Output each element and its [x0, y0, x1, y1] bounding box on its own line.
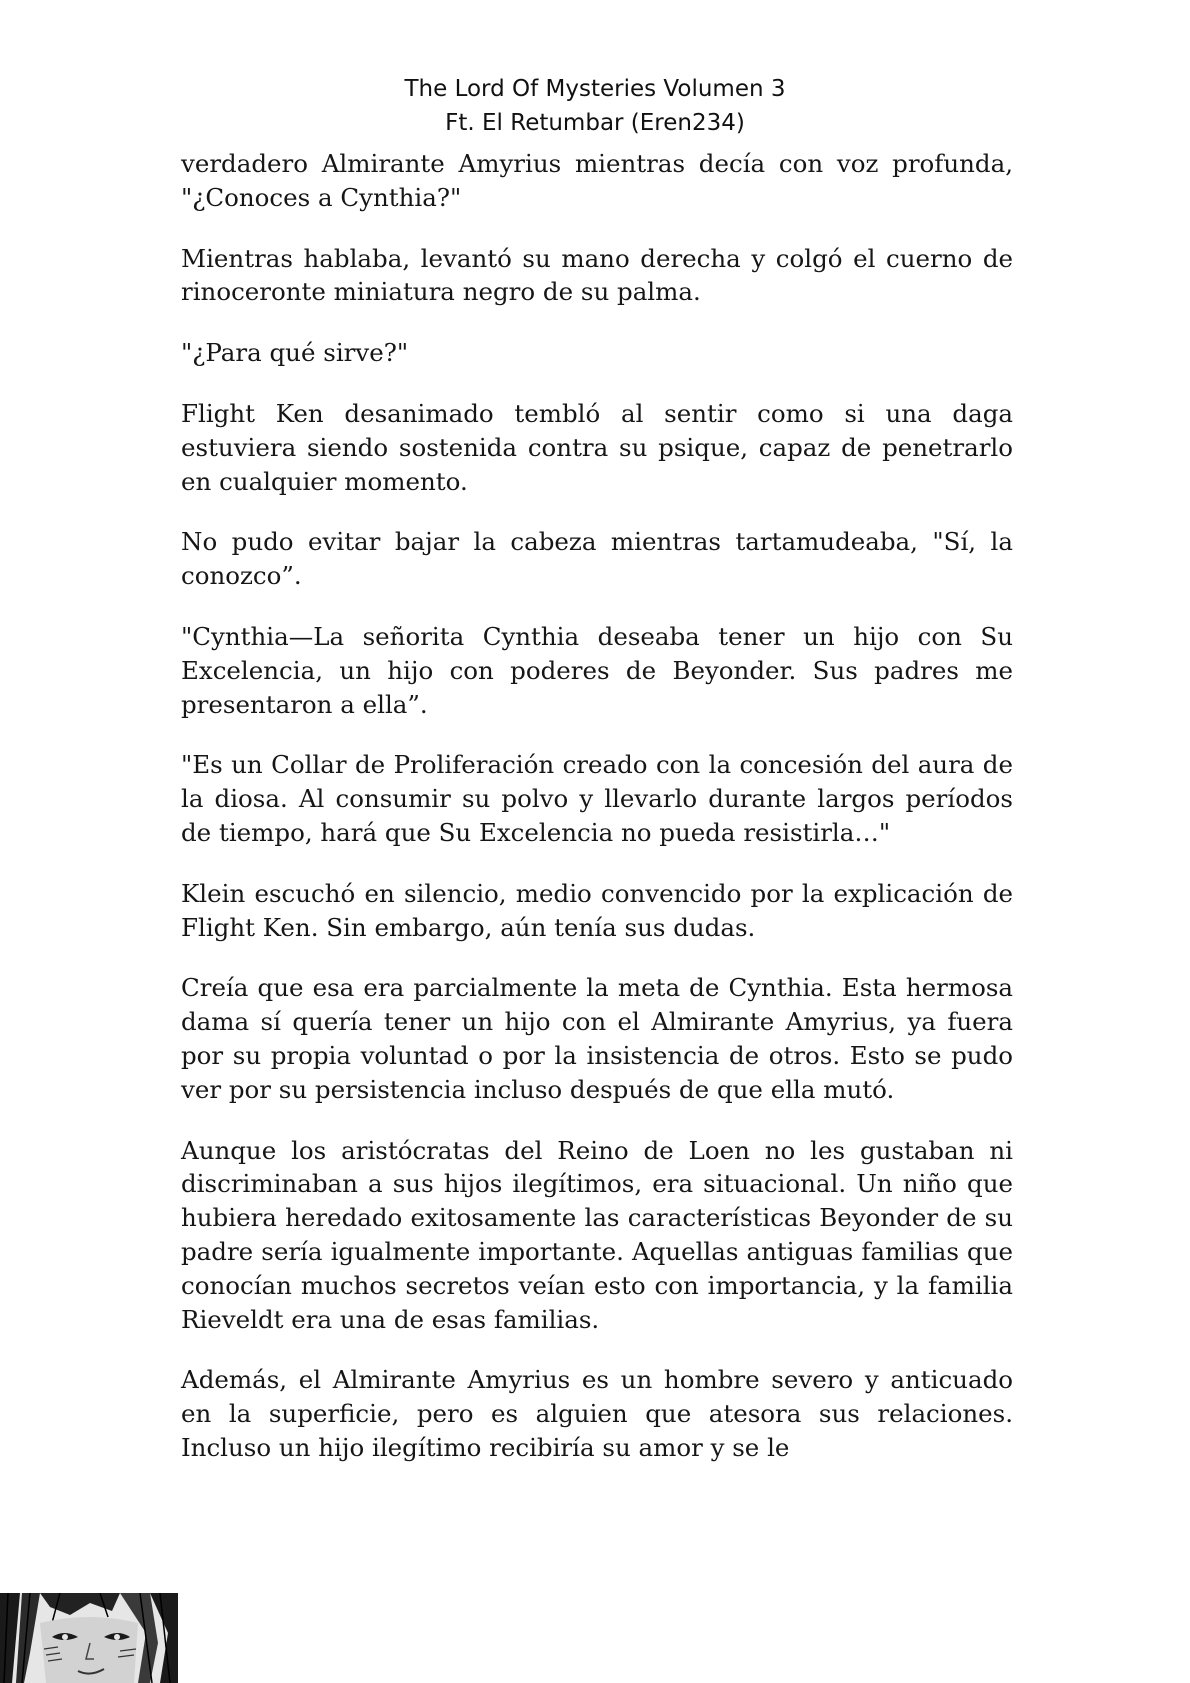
manga-portrait-icon — [0, 1593, 178, 1683]
document-title: The Lord Of Mysteries Volumen 3 — [404, 76, 786, 102]
corner-portrait-image — [0, 1593, 178, 1683]
paragraph: "Cynthia—La señorita Cynthia deseaba tener un hijo con Su Excelencia, un hijo con poderes de Beyonder. Sus padres me presentaron a ella”. — [181, 621, 1013, 719]
paragraph: Klein escuchó en silencio, medio convencido por la explicación de Flight Ken. Sin embargo, aún tenía sus dudas. — [181, 878, 1013, 942]
paragraph: Mientras hablaba, levantó su mano derecha y colgó el cuerno de rinoceronte miniatura negro de su palma. — [181, 243, 1013, 307]
paragraph: Aunque los aristócratas del Reino de Loen no les gustaban ni discriminaban a sus hijos ilegítimos, era situacional. Un niño que hubiera heredado exitosamente las características Beyonder de su padre sería igualmente importante. Aquellas antiguas familias que conocían muchos secretos veían esto con importancia, y la familia Rieveldt era una de esas familias. — [181, 1135, 1013, 1334]
document-subtitle: Ft. El Retumbar (Eren234) — [445, 110, 745, 136]
paragraph: verdadero Almirante Amyrius mientras decía con voz profunda, "¿Conoces a Cynthia?" — [181, 149, 1013, 212]
paragraph: "¿Para qué sirve?" — [181, 338, 409, 368]
body-text — [181, 147, 1013, 1492]
paragraph: No pudo evitar bajar la cabeza mientras tartamudeaba, "Sí, la conozco”. — [181, 527, 1013, 591]
paragraph: Creía que esa era parcialmente la meta de Cynthia. Esta hermosa dama sí quería tener un hijo con el Almirante Amyrius, ya fuera por su propia voluntad o por la insistencia de otros. Esto se pudo ver por su persistencia incluso después de que ella mutó. — [181, 973, 1013, 1104]
paragraph: "Es un Collar de Proliferación creado con la concesión del aura de la diosa. Al consumir su polvo y llevarlo durante largos períodos de tiempo, hará que Su Excelencia no pueda resistirla…" — [181, 750, 1013, 847]
paragraph: Flight Ken desanimado tembló al sentir como si una daga estuviera siendo sostenida contra su psique, capaz de penetrarlo en cualquier momento. — [181, 398, 1013, 496]
page-header — [0, 72, 1190, 140]
paragraph: Además, el Almirante Amyrius es un hombre severo y anticuado en la superficie, pero es alguien que atesora sus relaciones. Incluso un hijo ilegítimo recibiría su amor y se le — [181, 1365, 1013, 1462]
